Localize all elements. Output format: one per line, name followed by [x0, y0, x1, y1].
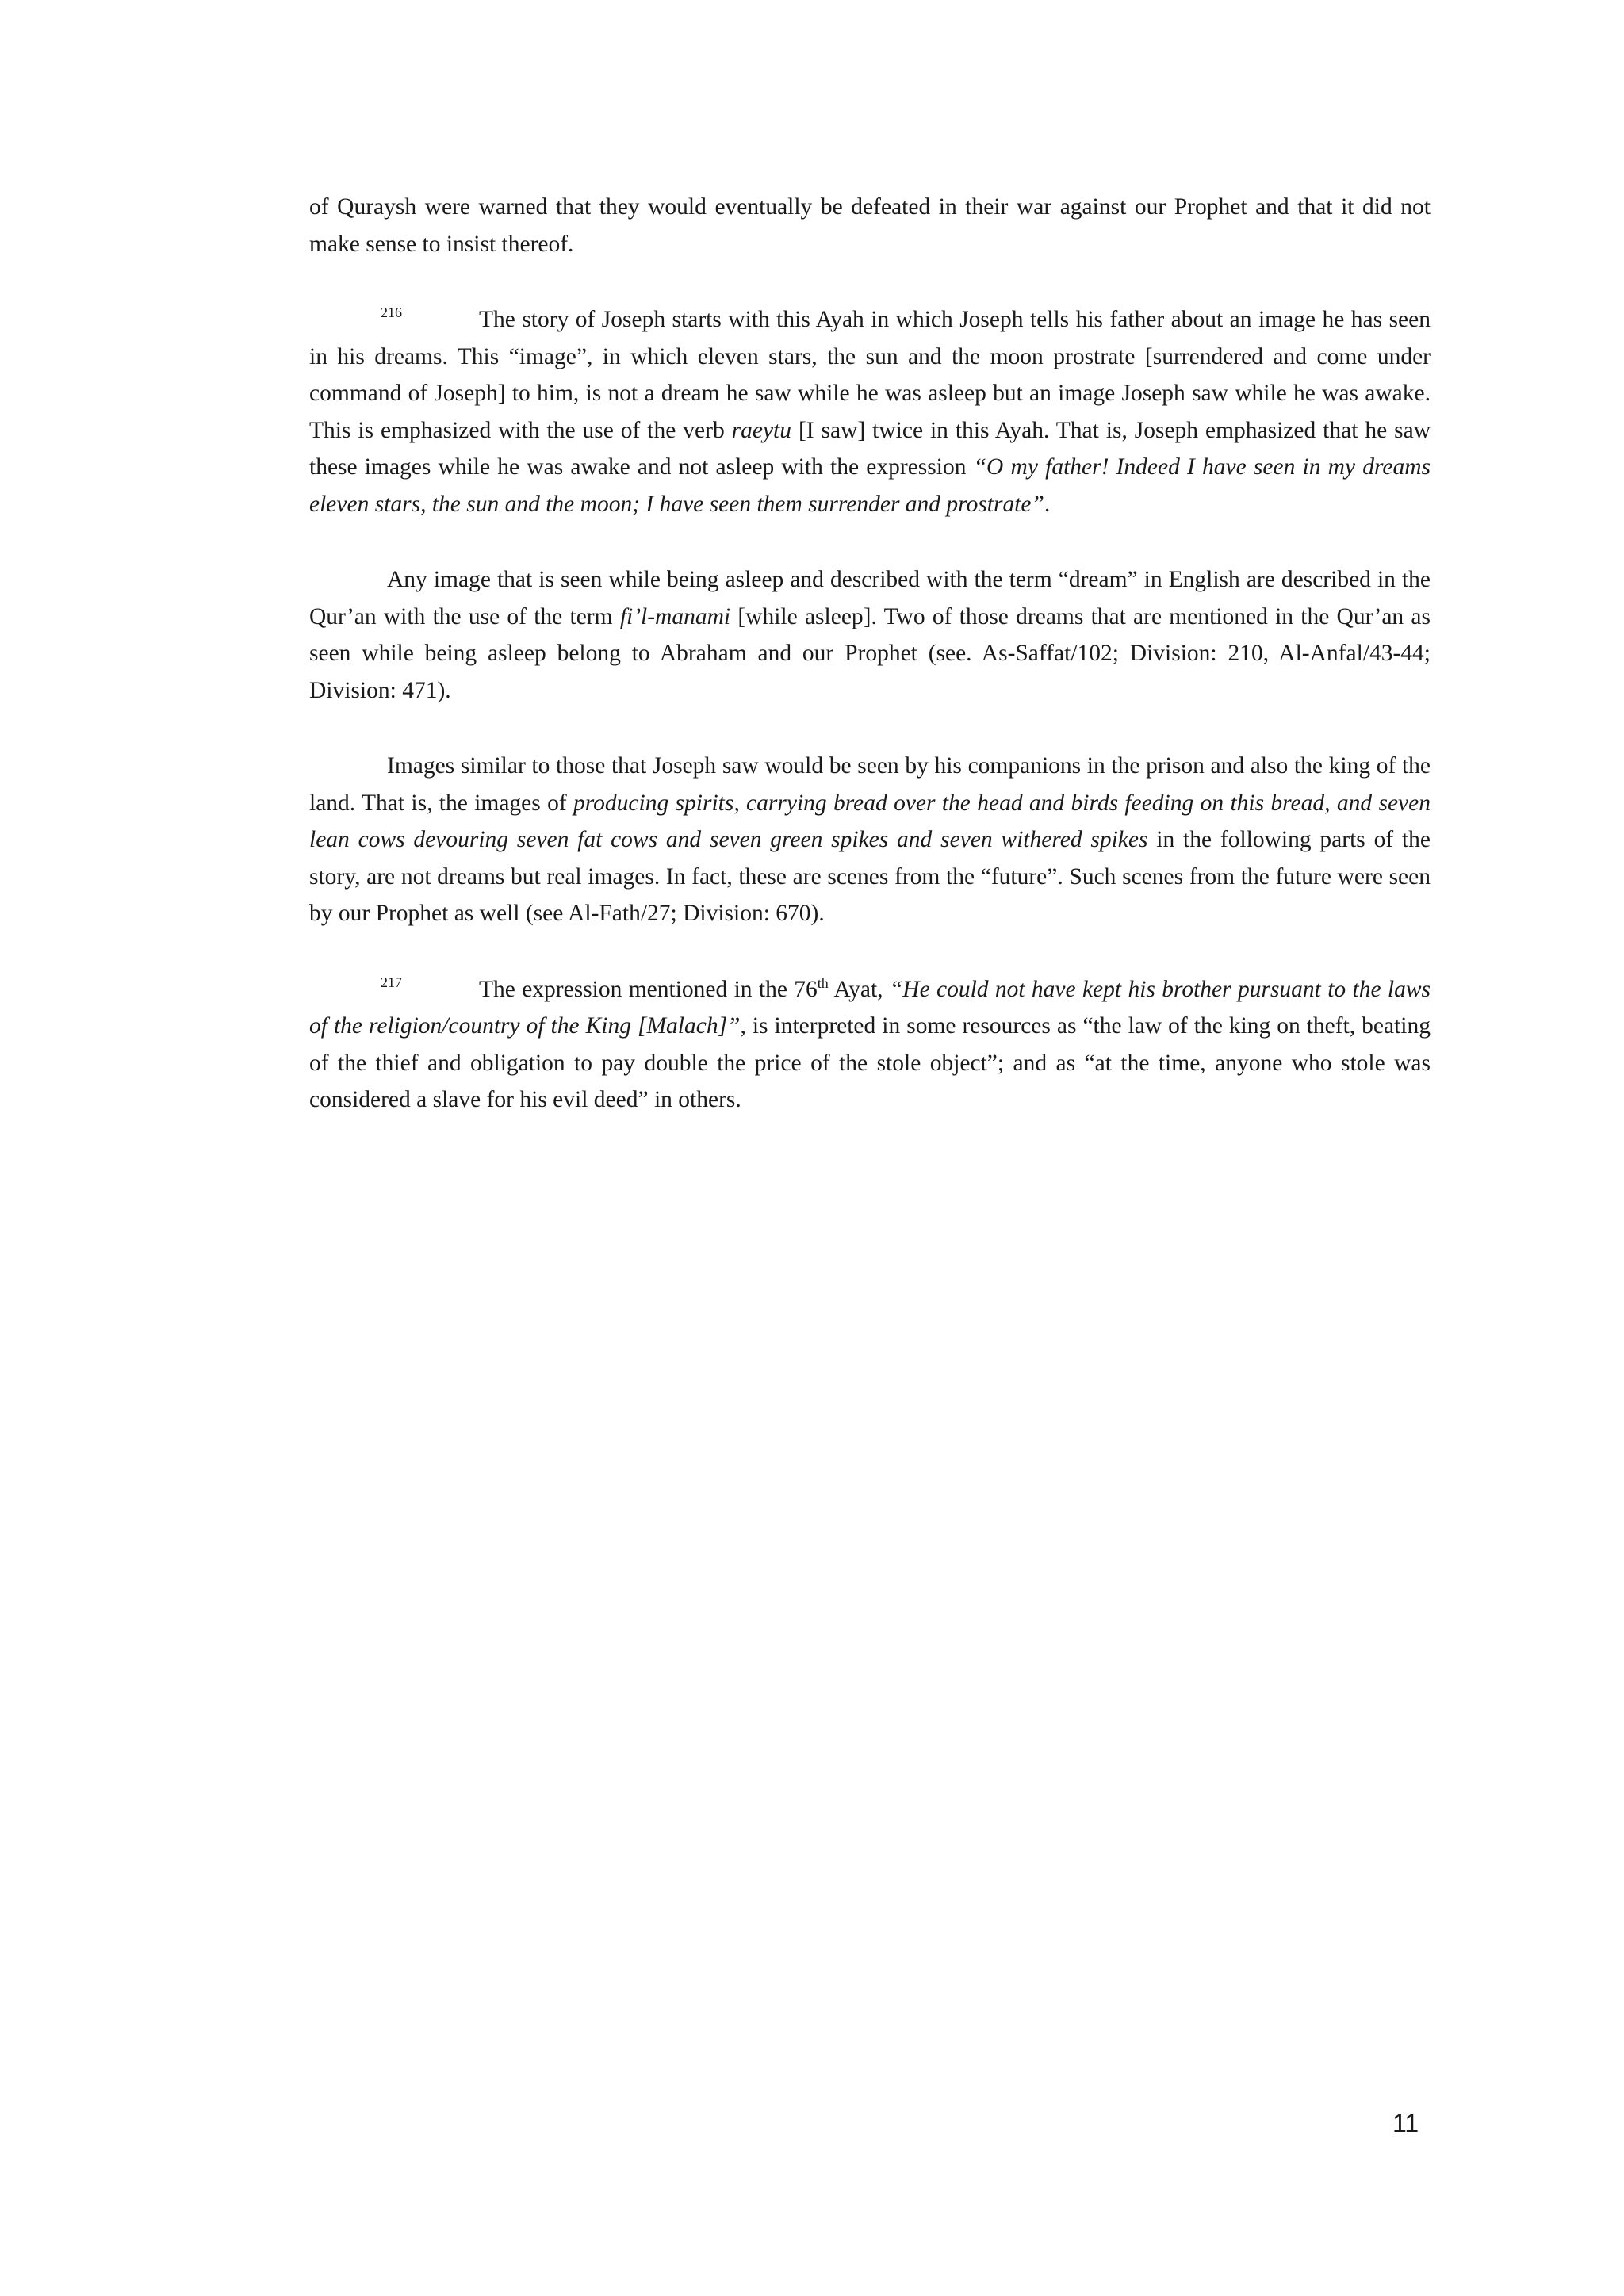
- paragraph-text: [while asleep]. Two of those dreams that are mentioned in the Qur’an as seen while being asleep belong to Abraham and our Prophet (see. As-Saffat/102; Division: 210, Al-Anfal/43-44; Division: 471).: [309, 603, 1431, 703]
- footnote-italic-term: raeytu: [731, 417, 792, 443]
- paragraph-text: of Quraysh were warned that they would eventually be defeated in their war against our Prophet and that it did not make sense to insist thereof.: [309, 194, 1431, 257]
- footnote-text: The story of Joseph starts with this Ayah in which Joseph tells his father about an image he has seen in his dreams. This “image”, in which eleven stars, the sun and the moon prostrate [surrendered and come under command of Joseph] to him, is not a dream he saw while he was asleep but an image Joseph saw while he was awake. This is emphasized with the use of the verb: [309, 307, 1431, 443]
- page-number: 11: [1392, 2109, 1419, 2137]
- paragraph-text: Images similar to those that Joseph saw would be seen by his companions in the prison and also the king of the land. That is, the images of: [309, 753, 1431, 816]
- footnote-italic-quote: “O my father! Indeed I have seen in my dreams eleven stars, the sun and the moon; I have seen them surrender and prostrate”: [309, 454, 1431, 517]
- footnote-superscript: th: [817, 974, 829, 991]
- footnote-text: [I saw] twice in this Ayah. That is, Joseph emphasized that he saw these images while he was awake and not asleep with the expression: [309, 417, 1431, 480]
- footnote-text: Ayat,: [828, 976, 890, 1002]
- footnote-216: 216 The story of Joseph starts with this Ayah in which Joseph tells his father about an image he has seen in his dreams. This “image”, in which eleven stars, the sun and the moon prostrate [surrendered and come under command of Joseph] to him, is not a dream he saw while he was asleep but an image Joseph saw while he was awake. This is emphasized with the use of the verb raeytu [I saw] twice in this Ayah. That is, Joseph emphasized that he saw these images while he was awake and not asleep with the expression “O my father! Indeed I have seen in my dreams eleven stars, the sun and the moon; I have seen them surrender and prostrate”.: [309, 304, 1431, 517]
- footnote-text: .: [1044, 491, 1051, 517]
- footnote-text: , is interpreted in some resources as “the law of the king on theft, beating of the thief and obligation to pay double the price of the stole object”; and as “at the time, anyone who stole was considered a slave for his evil deed” in others.: [309, 1013, 1431, 1112]
- document-body: [309, 189, 1431, 1158]
- paragraph-images: [309, 748, 1431, 932]
- paragraph-continuation: [309, 189, 1431, 262]
- paragraph-text: Any image that is seen while being asleep and described with the term “dream” in English are described in the Qur’an with the use of the term: [309, 567, 1431, 629]
- paragraph-italic-phrase: producing spirits, carrying bread over the head and birds feeding on this bread, and seven lean cows devouring seven fat cows and seven green spikes and seven withered spikes: [309, 790, 1431, 852]
- footnote-italic-quote: “He could not have kept his brother pursuant to the laws of the religion/country of the King [Malach]”: [309, 976, 1431, 1039]
- footnote-text: The expression mentioned in the 76: [479, 976, 818, 1002]
- paragraph-italic-term: fi’l-manami: [619, 603, 731, 629]
- footnote-217: 217 The expression mentioned in the 76th Ayat, “He could not have kept his brother pursuant to the laws of the religion/country of the King [Malach]”, is interpreted in some resources as “the law of the king on theft, beating of the thief and obligation to pay double the price of the stole object”; and as “at the time, anyone who stole was considered a slave for his evil deed” in others.: [309, 974, 1431, 1112]
- paragraph-text: in the following parts of the story, are not dreams but real images. In fact, these are scenes from the “future”. Such scenes from the future were seen by our Prophet as well (see Al-Fath/27; Division: 670).: [309, 827, 1431, 926]
- paragraph-dreams: [309, 561, 1431, 709]
